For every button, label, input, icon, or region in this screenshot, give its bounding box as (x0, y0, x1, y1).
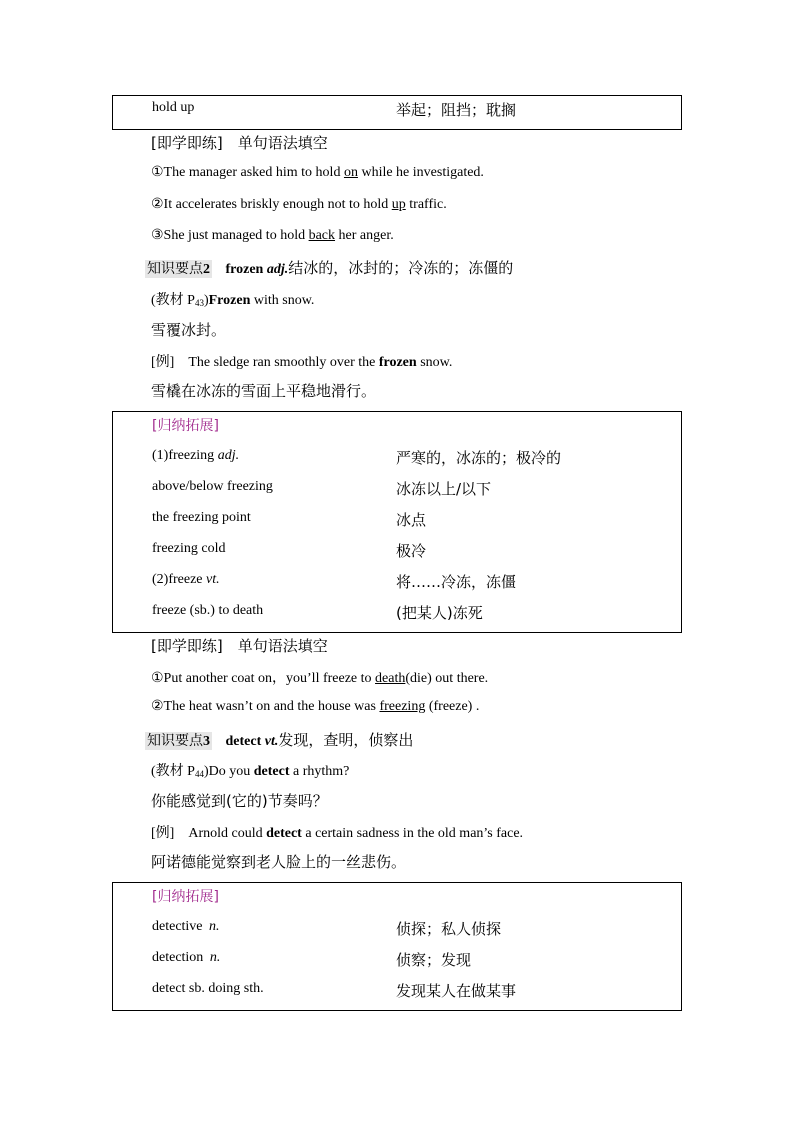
knowledge-point-tag: 知识要点2 (147, 261, 210, 277)
expansion-title: [归纳拓展] (152, 418, 219, 434)
source-translation: 你能感觉到(它的)节奏吗？ (151, 792, 328, 810)
answer-blank: up (391, 197, 406, 212)
answer-blank: death (375, 671, 406, 686)
knowledge-point-tag: 知识要点3 (147, 733, 210, 749)
box-meaning: 举起；阻挡；耽搁 (396, 101, 517, 119)
expansion-term: (2)freeze vt. (152, 572, 220, 587)
expansion-term: above/below freezing (152, 479, 273, 494)
expansion-meaning: 侦探；私人侦探 (396, 920, 502, 938)
answer-blank: on (343, 165, 358, 180)
part-of-speech: adj. (266, 262, 289, 277)
expansion-term: freezing cold (152, 541, 226, 556)
expansion-meaning: 冰冻以上/以下 (396, 480, 492, 498)
headword: detect (225, 734, 262, 749)
example-translation: 阿诺德能觉察到老人脸上的一丝悲伤。 (151, 853, 407, 871)
knowledge-point-2-heading (145, 257, 513, 278)
example-sentence: [例] The sledge ran smoothly over the frozen snow. (151, 355, 453, 370)
practice-sentence-2: ②It accelerates briskly enough not to hold up traffic. (151, 197, 447, 212)
expansion-meaning: (把某人)冻死 (396, 604, 483, 622)
expansion-title: [归纳拓展] (152, 889, 219, 905)
expansion-box-detect (112, 882, 682, 1011)
example-translation: 雪橇在冰冻的雪面上平稳地滑行。 (151, 382, 377, 400)
expansion-meaning: 将……冷冻，冻僵 (396, 573, 517, 591)
practice-header: [即学即练] 单句语法填空 (151, 134, 328, 152)
practice-header: [即学即练] 单句语法填空 (151, 637, 328, 655)
expansion-term: detection n. (152, 950, 221, 965)
expansion-meaning: 发现某人在做某事 (396, 982, 517, 1000)
expansion-term: freeze (sb.) to death (152, 603, 264, 618)
example-sentence: [例] Arnold could detect a certain sadness in the old man’s face. (151, 826, 524, 841)
headword-meaning: 发现，查明，侦察出 (278, 731, 414, 749)
textbook-source: (教材 $P_{43})Frozen$ with snow. (151, 293, 315, 308)
expansion-box-freezing (112, 411, 682, 633)
answer-blank: freezing (379, 699, 426, 714)
hold-up-box (112, 95, 682, 130)
textbook-source: (教材 $P_{44})Do$ you detect a rhythm? (151, 764, 350, 779)
expansion-meaning: 侦察；发现 (396, 951, 472, 969)
answer-blank: back (308, 228, 336, 243)
expansion-meaning: 冰点 (396, 511, 427, 529)
part-of-speech: vt. (264, 734, 279, 749)
expansion-meaning: 严寒的，冰冻的；极冷的 (396, 449, 562, 467)
practice-sentence-1: ①Put another coat on，you’ll freeze to death(die) out there. (151, 671, 489, 686)
expansion-term: detective n. (152, 919, 220, 934)
practice-sentence-1: ①The manager asked him to hold on while he investigated. (151, 165, 484, 180)
expansion-term: (1)freezing adj. (152, 448, 240, 463)
expansion-term: detect sb. doing sth. (152, 981, 264, 996)
practice-sentence-2: ②The heat wasn’t on and the house was freezing (freeze) . (151, 699, 480, 714)
expansion-meaning: 极冷 (396, 542, 427, 560)
knowledge-point-3-heading (145, 729, 413, 750)
headword-meaning: 结冰的，冰封的；冷冻的；冻僵的 (288, 259, 514, 277)
expansion-term: the freezing point (152, 510, 251, 525)
headword: frozen (225, 262, 264, 277)
box-term: hold up (152, 100, 195, 115)
source-translation: 雪覆冰封。 (151, 321, 227, 339)
practice-sentence-3: ③She just managed to hold back her anger. (151, 228, 394, 243)
